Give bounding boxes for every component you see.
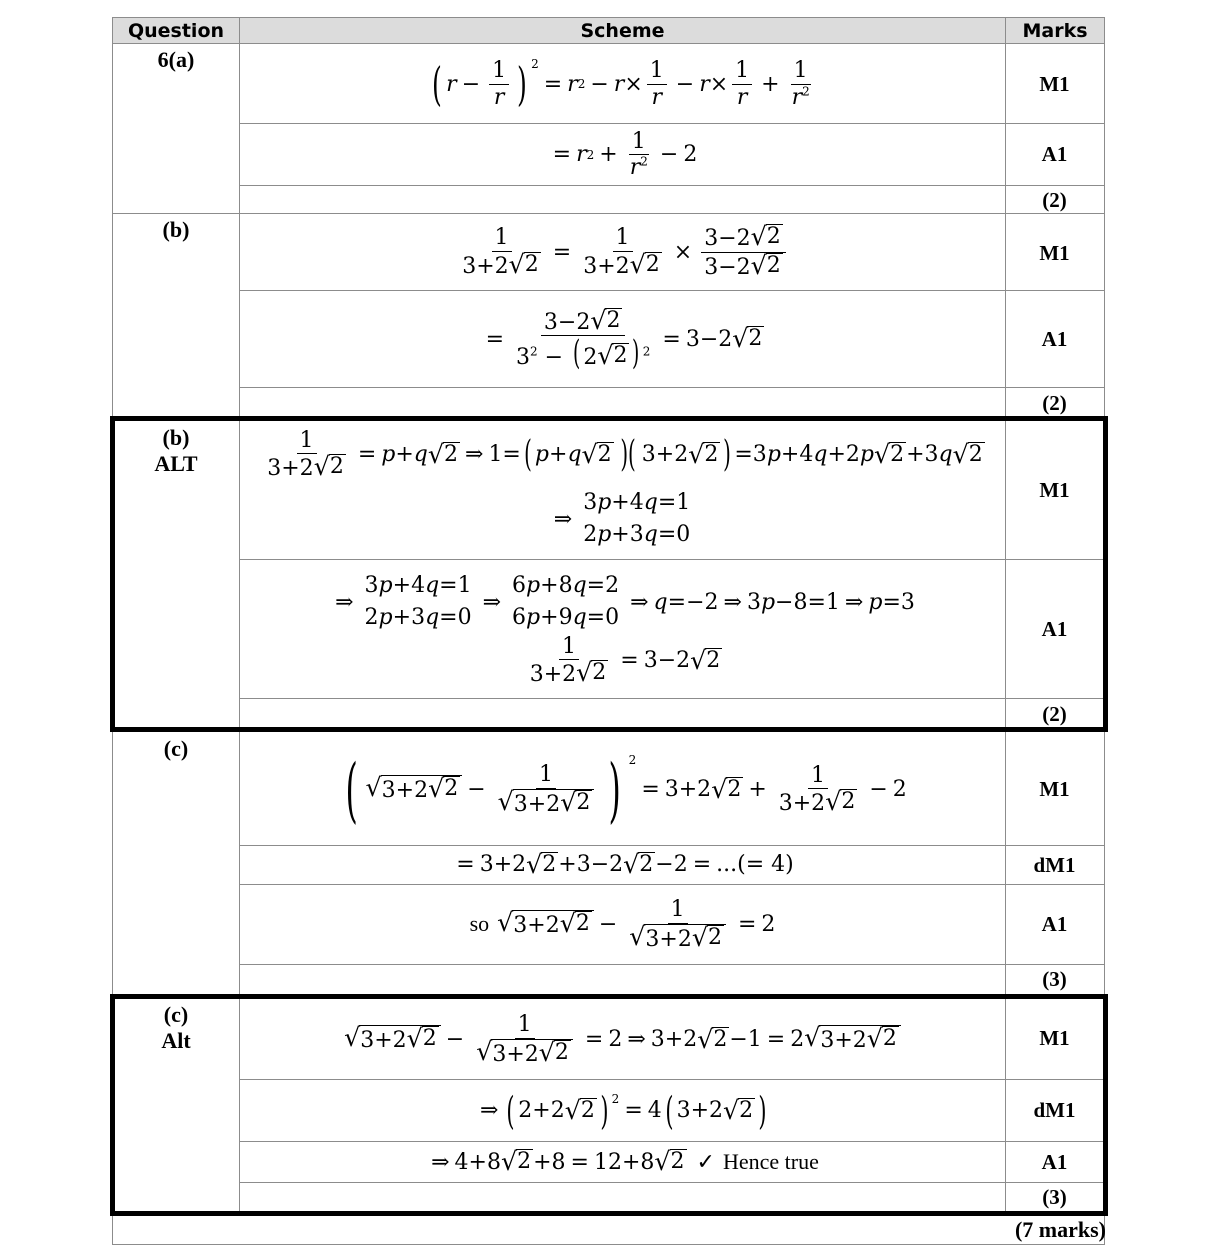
mark-c-3: A1 <box>1041 912 1068 936</box>
question-label-c-alt-part: (c) <box>163 1002 189 1027</box>
mark-b-1: M1 <box>1039 241 1070 265</box>
scheme-c-3: so √ 3+2 √ 2 − 1 √ 3+2 √ 2 = 2 <box>469 897 776 952</box>
header-question: Question <box>113 18 239 43</box>
scheme-c-2: = 3+2 √ 2 +3−2 √ 2 −2 = ...(= 4) <box>456 850 794 880</box>
mark-a-2: A1 <box>1041 142 1068 166</box>
subtotal-b-alt: (2) <box>1042 702 1067 726</box>
question-label-b-alt-tag: ALT <box>154 451 198 476</box>
mark-c-1: M1 <box>1039 777 1070 801</box>
mark-c-alt-2: dM1 <box>1033 1098 1076 1122</box>
so-text: so <box>469 911 490 937</box>
hence-true-text: Hence true <box>722 1149 819 1174</box>
mark-c-alt-1: M1 <box>1039 1026 1070 1050</box>
check-icon: ✓ <box>696 1149 715 1175</box>
total-marks: (7 marks) <box>1014 1217 1106 1242</box>
scheme-c-alt-2: ⇒ ( 2+2 √ 2 ) $^2$ = 4 ( 3+2 √ 2 ) <box>480 1088 767 1133</box>
mark-a-1: M1 <box>1039 72 1070 96</box>
subtotal-c-alt: (3) <box>1042 1185 1067 1209</box>
scheme-a-2: = r 2 + $\frac{1}{r^2}$ − 2 <box>552 128 698 180</box>
question-label-b-alt-part: (b) <box>162 425 190 450</box>
scheme-c-1: ( √ 3+2 √ 2 − 1 √ 3+2 √ 2 ) $^2$ = 3+2 √ 2 + 1 3+2 √ 2 − 2 <box>345 748 907 831</box>
mark-b-alt-2: A1 <box>1041 617 1068 641</box>
subtotal-b: (2) <box>1042 391 1067 415</box>
question-label-c-alt <box>113 1002 239 1054</box>
mark-c-alt-3: A1 <box>1041 1150 1068 1174</box>
mark-c-2: dM1 <box>1033 853 1076 877</box>
subtotal-a: (2) <box>1042 188 1067 212</box>
subtotal-c: (3) <box>1042 967 1067 991</box>
question-label-b-alt <box>113 425 239 477</box>
scheme-a-1: ( r − $\frac{1}{r}$ ) $^2$ = r 2 − r × 1 r − r × 1 r + $\frac{1}{r^2}$ <box>432 57 810 111</box>
header-marks: Marks <box>1006 18 1104 43</box>
scheme-c-alt-3: ⇒ 4+8 √ 2 +8 = 12+8 √ 2 ✓ Hence true <box>431 1147 819 1177</box>
question-label-c: (c) <box>163 736 189 761</box>
header-scheme: Scheme <box>240 18 1005 43</box>
question-label-b: (b) <box>162 217 190 242</box>
mark-b-2: A1 <box>1041 327 1068 351</box>
scheme-b-alt-1: 1 3+2 √ 2 = p + q √ 2 ⇒ 1= ( p + q √ 2 )( 3+2 √ 2 ) =3 p +4 q +2 p √ 2 +3 q √ 2 ⇒ 3p+4q=1 2p+3q=0 <box>267 427 983 548</box>
scheme-b-2: = 3−2 √ 2 $3^2$ − ( 2 √ 2 ) $^2$ = 3−2 √ 2 <box>485 305 763 373</box>
dots-text: ...(= 4) <box>716 852 794 878</box>
scheme-b-1: 1 3+2 √ 2 = 1 3+2 √ 2 × 3−2 √ 2 3−2 √ 2 <box>240 214 1005 290</box>
scheme-c-alt-1: √ 3+2 √ 2 − 1 √ 3+2 √ 2 = 2 ⇒ 3+2 √ 2 −1 = 2 √ 3+2 √ 2 <box>240 1000 1005 1079</box>
scheme-b-alt-2: ⇒ 3p+4q=1 2p+3q=0 ⇒ 6p+8q=2 6p+9q=0 ⇒ q =−2 ⇒ 3 p −8=1 ⇒ p =3 1 3+2 √ 2 = 3−2 √ 2 <box>335 573 915 688</box>
mark-b-alt-1: M1 <box>1039 478 1070 502</box>
question-label-6a: 6(a) <box>157 47 195 72</box>
question-label-c-alt-tag: Alt <box>161 1028 191 1053</box>
